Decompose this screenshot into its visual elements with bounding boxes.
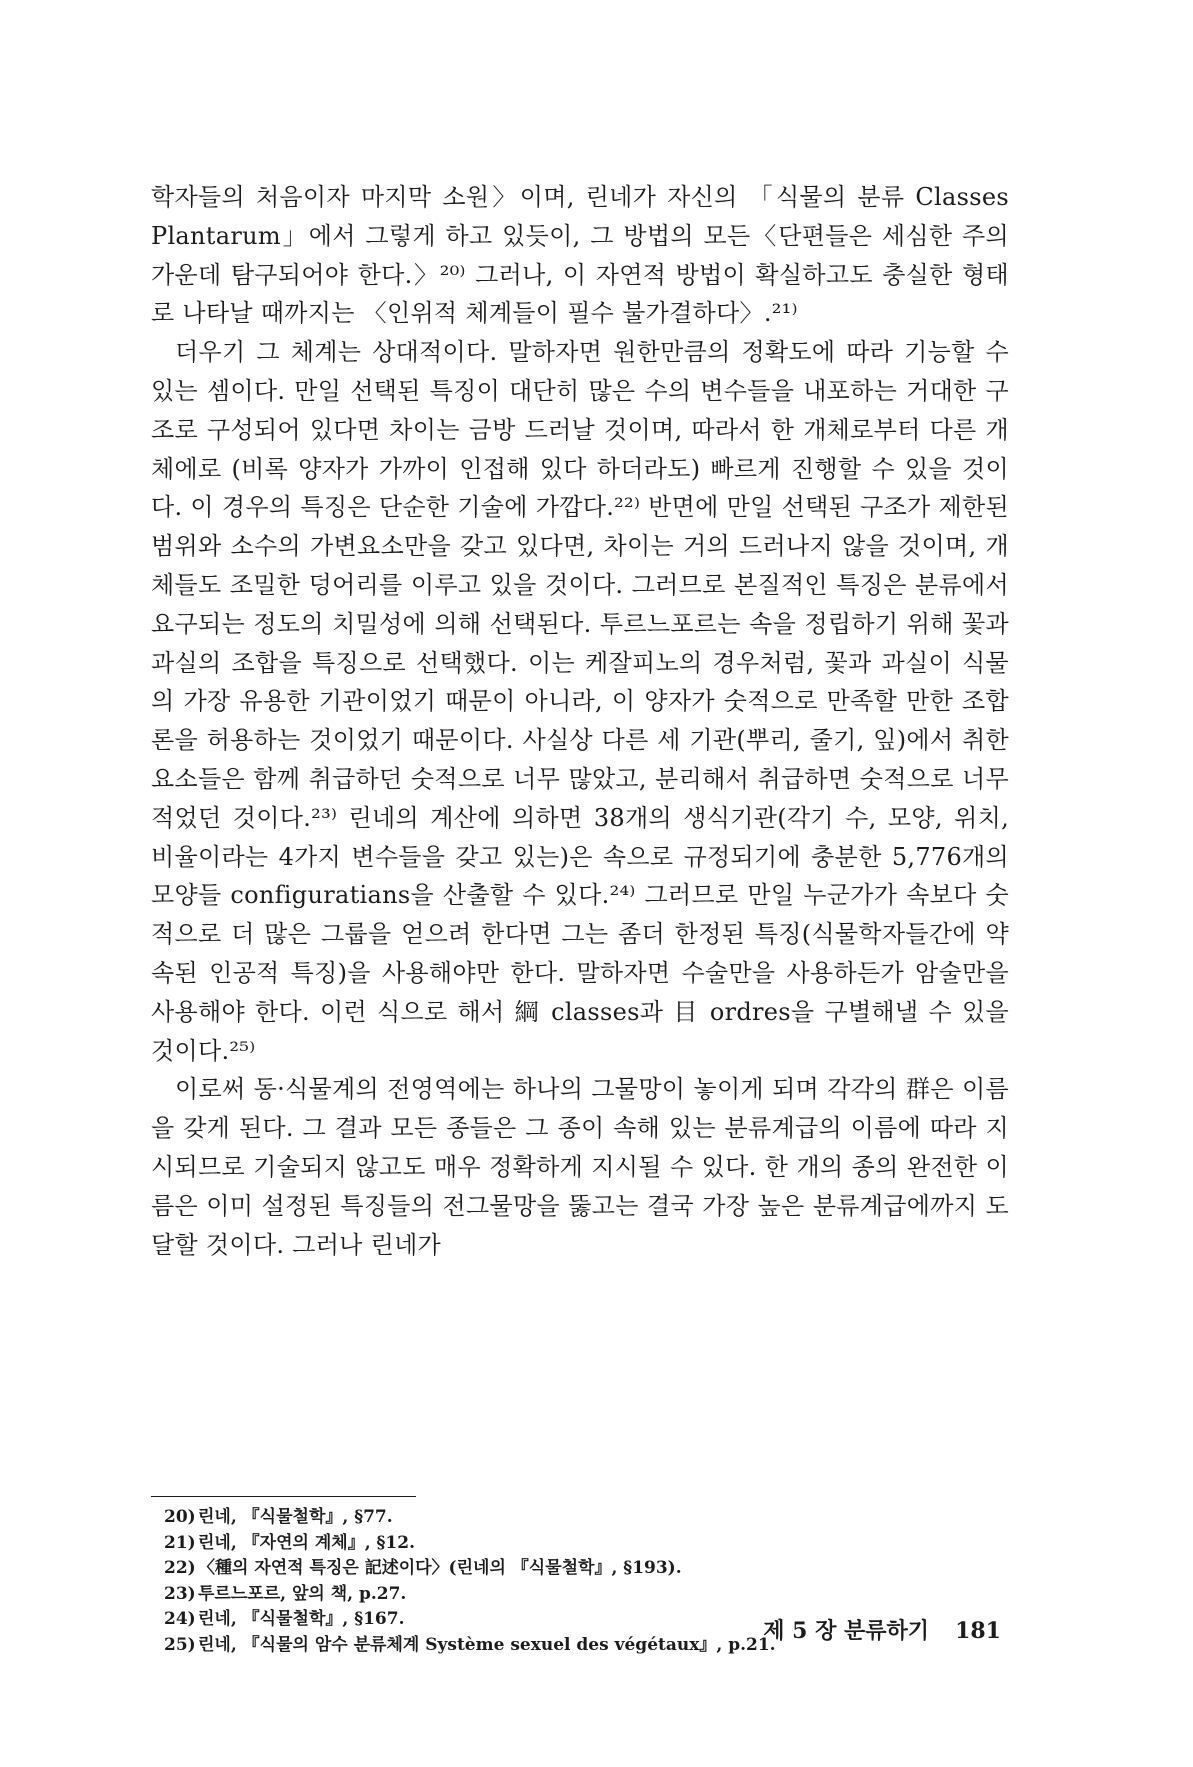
footnote-text: 린네, 『식물철학』, §77. [198,1507,393,1527]
footnote-text: 투르느포르, 앞의 책, p.27. [198,1583,407,1604]
footnote-number: 22) [164,1558,196,1578]
footnote-21 [164,1531,1004,1557]
paragraph-1: 학자들의 처음이자 마지막 소원〉이며, 린네가 자신의 「식물의 분류 Classes Plantarum」에서 그렇게 하고 있듯이, 그 방법의 모든〈단편들은 세심한 주의 가운데 탐구되어야 한다.〉²⁰⁾ 그러나, 이 자연적 방법이 확실하고도 충실한 형태로 나타날 때까지는 〈인위적 체계들이 필수 불가결하다〉.²¹⁾ [151,183,1009,328]
paragraph-3: 이로써 동·식물계의 전영역에는 하나의 그물망이 놓이게 되며 각각의 群은 이름을 갖게 된다. 그 결과 모든 종들은 그 종이 속해 있는 분류계급의 이름에 따라 지시되므로 기술되지 않고도 매우 정확하게 지시될 수 있다. 한 개의 종의 완전한 이름은 이미 설정된 특징들의 전그물망을 뚫고는 결국 가장 높은 분류계급에까지 도달할 것이다. 그러나 린네가 [151,1075,1009,1259]
footnote-number: 23) [164,1583,196,1604]
footnote-text: 린네, 『자연의 계체』, §12. [198,1532,416,1553]
page-footer [763,1614,1001,1645]
paragraph-2: 더우기 그 체계는 상대적이다. 말하자면 원한만큼의 정확도에 따라 기능할 수 있는 셈이다. 만일 선택된 특징이 대단히 많은 수의 변수들을 내포하는 거대한 구조로 구성되어 있다면 차이는 금방 드러날 것이며, 따라서 한 개체로부터 다른 개체에로 (비록 양자가 가까이 인접해 있다 하더라도) 빠르게 진행할 수 있을 것이다. 이 경우의 특징은 단순한 기술에 가깝다.²²⁾ 반면에 만일 선택된 구조가 제한된 범위와 소수의 가변요소만을 갖고 있다면, 차이는 거의 드러나지 않을 것이며, 개체들도 조밀한 덩어리를 이루고 있을 것이다. 그러므로 본질적인 특징은 분류에서 요구되는 정도의 치밀성에 의해 선택된다. 투르느포르는 속을 정립하기 위해 꽃과 과실의 조합을 특징으로 선택했다. 이는 케잘피노의 경우처럼, 꽃과 과실이 식물의 가장 유용한 기관이었기 때문이 아니라, 이 양자가 숫적으로 만족할 만한 조합론을 허용하는 것이었기 때문이다. 사실상 다른 세 기관(뿌리, 줄기, 잎)에서 취한 요소들은 함께 취급하던 숫적으로 너무 많았고, 분리해서 취급하면 숫적으로 너무 적었던 것이다.²³⁾ 린네의 계산에 의하면 38개의 생식기관(각기 수, 모양, 위치, 비율이라는 4가지 변수들을 갖고 있는)은 속으로 규정되기에 충분한 5,776개의 모양들 configuratians을 산출할 수 있다.²⁴⁾ 그러므로 만일 누군가가 속보다 숫적으로 더 많은 그룹을 얻으려 한다면 그는 좀더 한정된 특징(식물학자들간에 약속된 인공적 특징)을 사용해야만 한다. 말하자면 수술만을 사용하든가 암술만을 사용해야 한다. 이런 식으로 해서 綱 classes과 目 ordres을 구별해낼 수 있을 것이다.²⁵⁾ [151,338,1010,1065]
footnote-text: 〈種의 자연적 특징은 記述이다〉(린네의 『식물철학』, §193). [198,1558,682,1578]
footnote-20 [164,1505,1004,1531]
body-text [151,178,1009,1264]
footnote-number: 25) [164,1634,196,1655]
footnote-text: 린네, 『식물철학』, §167. [198,1609,405,1629]
footnote-23 [164,1582,1004,1608]
footnote-number: 21) [164,1532,196,1553]
chapter-title: 제 5 장 분류하기 [763,1618,930,1644]
footnote-number: 20) [164,1507,196,1527]
page-number: 181 [955,1618,1001,1644]
footnote-divider [151,1496,416,1497]
footnote-number: 24) [164,1609,196,1629]
footnote-text: 린네, 『식물의 암수 분류체계 Système sexuel des végétaux』, p.21. [198,1634,776,1655]
footnote-22 [164,1556,1004,1582]
